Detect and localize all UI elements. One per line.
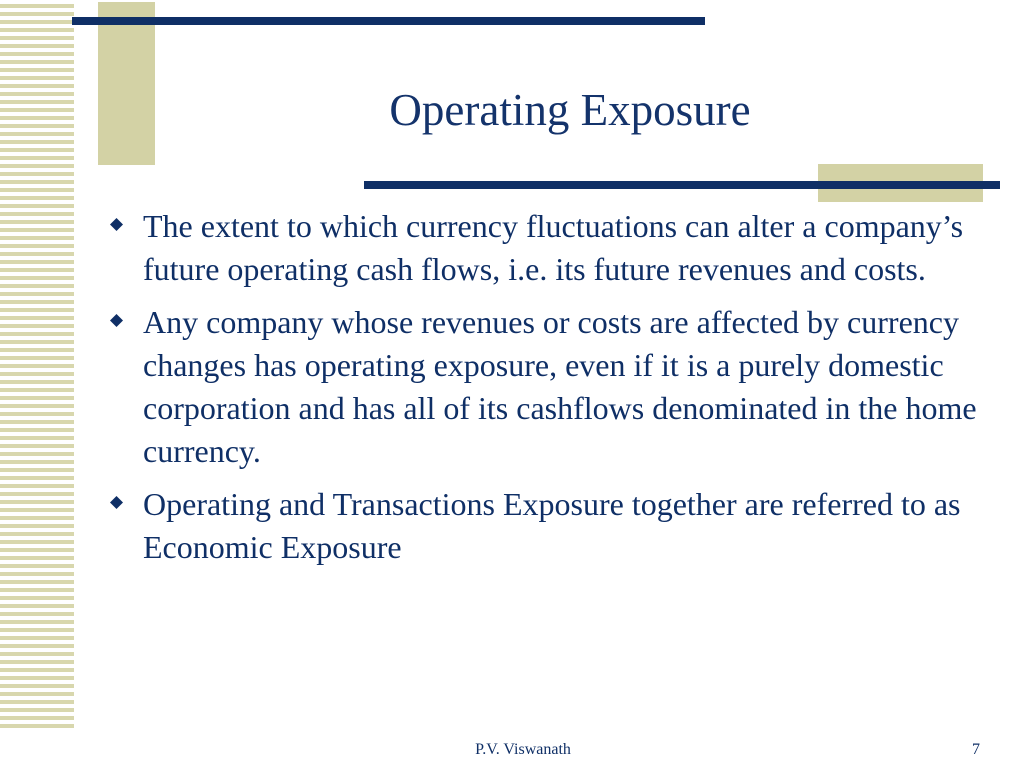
footer-page-number: 7 [972, 741, 980, 758]
bullet-text: Any company whose revenues or costs are affected by currency changes has operating exposure, even if it is a purely domestic corporation and has all of its cashflows denominated in the home currency. [143, 304, 977, 469]
bullet-text: Operating and Transactions Exposure together are referred to as Economic Exposure [143, 486, 961, 565]
decorative-title-underline-rule [364, 181, 1000, 189]
decorative-tan-block-top [98, 2, 155, 165]
diamond-bullet-icon [110, 314, 123, 327]
bullet-text: The extent to which currency fluctuations can alter a company’s future operating cash flows, i.e. its future revenues and costs. [143, 208, 964, 287]
decorative-top-rule [72, 17, 705, 25]
footer-author: P.V. Viswanath [475, 741, 571, 758]
diamond-bullet-icon [110, 496, 123, 509]
bullet-list [107, 205, 977, 579]
bullet-item [107, 205, 977, 291]
bullet-item [107, 483, 977, 569]
diamond-bullet-icon [110, 218, 123, 231]
decorative-left-stripes [0, 0, 74, 730]
bullet-item [107, 301, 977, 473]
slide-title: Operating Exposure [389, 85, 751, 135]
